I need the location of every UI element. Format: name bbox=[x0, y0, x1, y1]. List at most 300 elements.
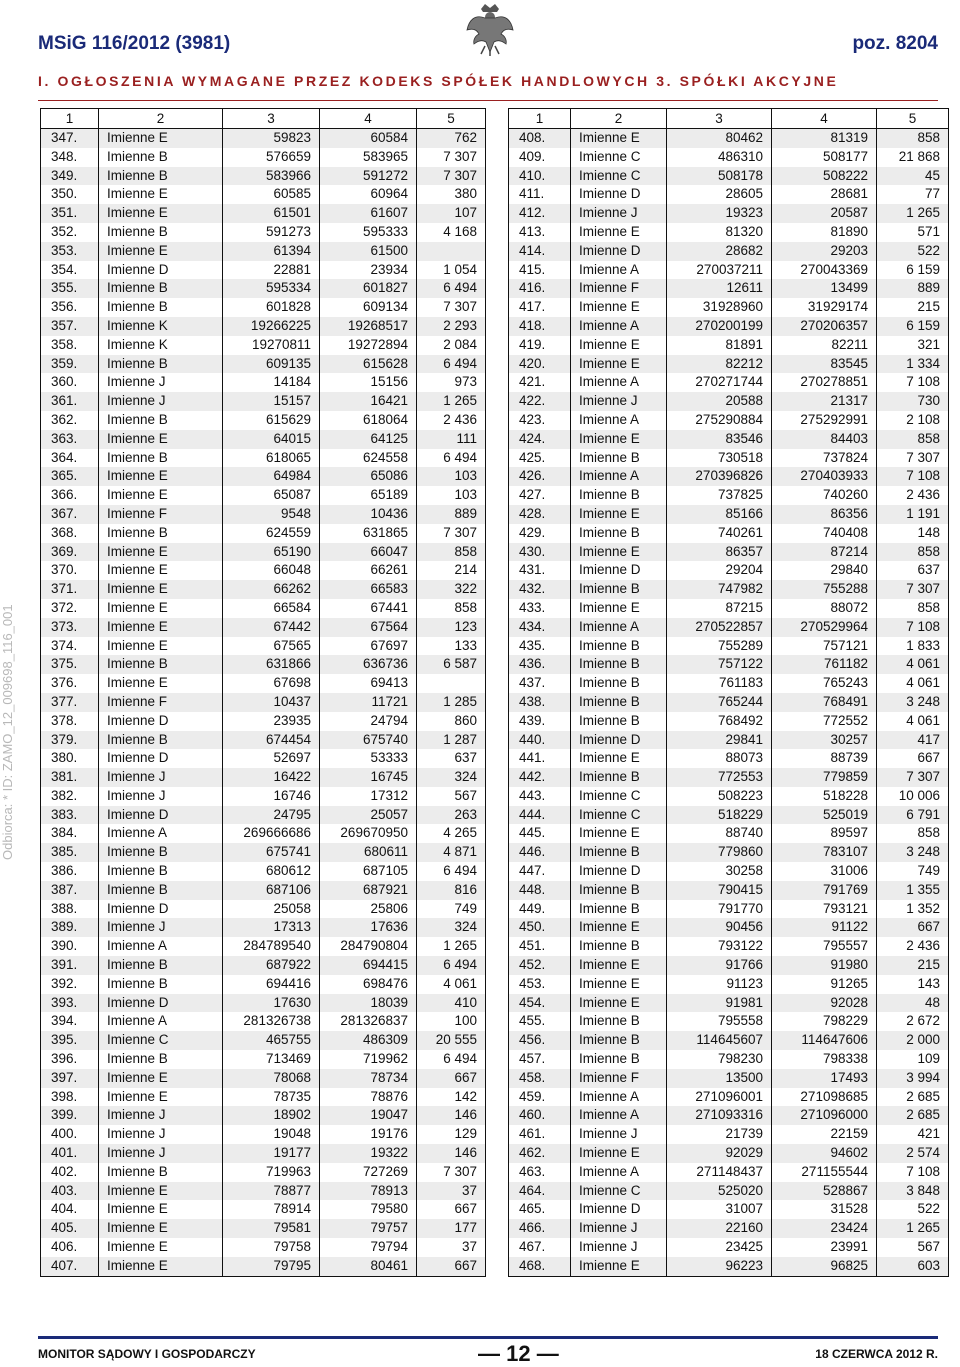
table-cell: Imienne E bbox=[571, 336, 667, 355]
table-cell: 374. bbox=[41, 637, 99, 656]
table-cell: 417 bbox=[877, 731, 949, 750]
table-cell: 7 108 bbox=[877, 618, 949, 637]
table-row bbox=[509, 580, 949, 599]
table-cell: 18902 bbox=[223, 1106, 320, 1125]
table-cell: 382. bbox=[41, 787, 99, 806]
table-cell: Imienne E bbox=[99, 637, 223, 656]
table-cell: 4 168 bbox=[417, 223, 486, 242]
table-cell: 400. bbox=[41, 1125, 99, 1144]
table-cell: 19047 bbox=[320, 1106, 417, 1125]
table-row bbox=[509, 242, 949, 261]
table-row bbox=[41, 1219, 486, 1238]
table-cell: 10437 bbox=[223, 693, 320, 712]
table-cell: 4 061 bbox=[417, 975, 486, 994]
table-row bbox=[509, 486, 949, 505]
table-cell: Imienne E bbox=[99, 1257, 223, 1276]
table-cell: 19266225 bbox=[223, 317, 320, 336]
table-cell: 687106 bbox=[223, 881, 320, 900]
table-cell: Imienne F bbox=[571, 1069, 667, 1088]
table-cell: 798230 bbox=[667, 1050, 772, 1069]
table-cell: 403. bbox=[41, 1182, 99, 1201]
table-cell: 768492 bbox=[667, 712, 772, 731]
table-cell: Imienne B bbox=[571, 712, 667, 731]
table-cell: Imienne E bbox=[99, 1219, 223, 1238]
table-cell: 360. bbox=[41, 373, 99, 392]
table-cell: 421 bbox=[877, 1125, 949, 1144]
table-cell: 270522857 bbox=[667, 618, 772, 637]
table-cell: Imienne B bbox=[99, 862, 223, 881]
table-cell: Imienne A bbox=[571, 411, 667, 430]
table-cell: 567 bbox=[417, 787, 486, 806]
table-cell: 384. bbox=[41, 824, 99, 843]
table-cell: 6 494 bbox=[417, 956, 486, 975]
table-cell: 858 bbox=[877, 824, 949, 843]
table-cell: 455. bbox=[509, 1012, 571, 1031]
table-cell: 21 868 bbox=[877, 148, 949, 167]
table-cell: 407. bbox=[41, 1257, 99, 1276]
table-cell: 413. bbox=[509, 223, 571, 242]
table-cell: 889 bbox=[417, 505, 486, 524]
table-cell: Imienne J bbox=[571, 204, 667, 223]
table-cell: 687105 bbox=[320, 862, 417, 881]
table-cell: Imienne K bbox=[99, 336, 223, 355]
table-cell: 486309 bbox=[320, 1031, 417, 1050]
table-cell: Imienne B bbox=[571, 580, 667, 599]
table-cell: 365. bbox=[41, 467, 99, 486]
table-cell: 694415 bbox=[320, 956, 417, 975]
table-cell: 66048 bbox=[223, 561, 320, 580]
column-header: 2 bbox=[99, 109, 223, 129]
table-cell: 367. bbox=[41, 505, 99, 524]
table-cell: 431. bbox=[509, 561, 571, 580]
table-cell: Imienne D bbox=[571, 1200, 667, 1219]
table-cell: Imienne B bbox=[571, 637, 667, 656]
table-cell: 747982 bbox=[667, 580, 772, 599]
table-cell: 798229 bbox=[772, 1012, 877, 1031]
table-cell: 609134 bbox=[320, 298, 417, 317]
table-cell: Imienne E bbox=[571, 223, 667, 242]
table-row bbox=[509, 937, 949, 956]
table-cell: 396. bbox=[41, 1050, 99, 1069]
table-cell: 757122 bbox=[667, 655, 772, 674]
table-cell: 375. bbox=[41, 655, 99, 674]
table-cell: 755289 bbox=[667, 637, 772, 656]
table-cell: 417. bbox=[509, 298, 571, 317]
table-row bbox=[41, 1182, 486, 1201]
table-cell: 385. bbox=[41, 843, 99, 862]
table-cell: 858 bbox=[877, 129, 949, 148]
table-cell: Imienne A bbox=[99, 824, 223, 843]
table-cell: 405. bbox=[41, 1219, 99, 1238]
table-row bbox=[41, 392, 486, 411]
table-cell: 21317 bbox=[772, 392, 877, 411]
table-cell: 398. bbox=[41, 1088, 99, 1107]
table-cell: 466. bbox=[509, 1219, 571, 1238]
table-cell: 1 265 bbox=[877, 204, 949, 223]
table-cell: 368. bbox=[41, 524, 99, 543]
table-cell: 60964 bbox=[320, 185, 417, 204]
table-header-row bbox=[509, 109, 949, 129]
table-cell: 508178 bbox=[667, 167, 772, 186]
table-row bbox=[509, 975, 949, 994]
table-row bbox=[41, 1125, 486, 1144]
table-cell: 2 685 bbox=[877, 1106, 949, 1125]
table-cell: 281326837 bbox=[320, 1012, 417, 1031]
table-row bbox=[509, 524, 949, 543]
table-cell: 29204 bbox=[667, 561, 772, 580]
table-cell: 271096000 bbox=[772, 1106, 877, 1125]
table-cell: 65189 bbox=[320, 486, 417, 505]
table-cell: Imienne B bbox=[99, 167, 223, 186]
recipient-id-watermark: Odbiorca: * ID: ZAMO_12_009698_116_001 bbox=[0, 604, 15, 860]
table-cell: 698476 bbox=[320, 975, 417, 994]
table-cell: 271155544 bbox=[772, 1163, 877, 1182]
table-cell: 23424 bbox=[772, 1219, 877, 1238]
table-cell bbox=[417, 242, 486, 261]
table-cell: 361. bbox=[41, 392, 99, 411]
table-cell: 432. bbox=[509, 580, 571, 599]
table-row bbox=[509, 223, 949, 242]
table-cell: 765243 bbox=[772, 674, 877, 693]
table-cell: 816 bbox=[417, 881, 486, 900]
table-cell: 1 191 bbox=[877, 505, 949, 524]
table-row bbox=[41, 937, 486, 956]
table-cell: Imienne J bbox=[571, 1238, 667, 1257]
table-cell: 458. bbox=[509, 1069, 571, 1088]
table-cell: Imienne E bbox=[571, 298, 667, 317]
table-cell: 91981 bbox=[667, 994, 772, 1013]
table-cell: 439. bbox=[509, 712, 571, 731]
table-cell: 694416 bbox=[223, 975, 320, 994]
table-cell: Imienne D bbox=[571, 561, 667, 580]
table-row bbox=[41, 1050, 486, 1069]
table-cell: 20587 bbox=[772, 204, 877, 223]
table-cell: 451. bbox=[509, 937, 571, 956]
table-cell: 61501 bbox=[223, 204, 320, 223]
table-cell: 69413 bbox=[320, 674, 417, 693]
table-cell: 270529964 bbox=[772, 618, 877, 637]
table-cell: 67442 bbox=[223, 618, 320, 637]
table-cell: 772552 bbox=[772, 712, 877, 731]
table-cell: 88072 bbox=[772, 599, 877, 618]
table-cell: 601828 bbox=[223, 298, 320, 317]
table-row bbox=[41, 900, 486, 919]
table-cell: 23991 bbox=[772, 1238, 877, 1257]
table-cell: 78913 bbox=[320, 1182, 417, 1201]
table-cell: 357. bbox=[41, 317, 99, 336]
table-cell: 2 293 bbox=[417, 317, 486, 336]
table-cell: Imienne E bbox=[99, 129, 223, 148]
table-cell: 275290884 bbox=[667, 411, 772, 430]
table-cell: Imienne B bbox=[99, 449, 223, 468]
table-row bbox=[41, 204, 486, 223]
table-cell: 17312 bbox=[320, 787, 417, 806]
table-cell: 2 685 bbox=[877, 1088, 949, 1107]
table-cell: 443. bbox=[509, 787, 571, 806]
table-cell: 448. bbox=[509, 881, 571, 900]
table-cell: 6 494 bbox=[417, 279, 486, 298]
table-cell: 3 994 bbox=[877, 1069, 949, 1088]
table-cell: Imienne A bbox=[571, 261, 667, 280]
table-cell: 270037211 bbox=[667, 261, 772, 280]
table-cell: Imienne E bbox=[571, 599, 667, 618]
table-row bbox=[509, 355, 949, 374]
table-row bbox=[41, 411, 486, 430]
table-cell: Imienne B bbox=[99, 655, 223, 674]
table-cell: Imienne B bbox=[571, 900, 667, 919]
table-cell: 30258 bbox=[667, 862, 772, 881]
table-cell: 7 307 bbox=[417, 1163, 486, 1182]
table-cell: 19048 bbox=[223, 1125, 320, 1144]
table-cell: 465755 bbox=[223, 1031, 320, 1050]
table-cell: 412. bbox=[509, 204, 571, 223]
table-cell: 7 307 bbox=[417, 148, 486, 167]
table-cell: 858 bbox=[877, 430, 949, 449]
table-row bbox=[41, 561, 486, 580]
table-row bbox=[509, 392, 949, 411]
table-row bbox=[41, 787, 486, 806]
table-cell: 591272 bbox=[320, 167, 417, 186]
table-cell: 410. bbox=[509, 167, 571, 186]
table-cell: 518229 bbox=[667, 806, 772, 825]
table-cell: 1 355 bbox=[877, 881, 949, 900]
table-cell: 24795 bbox=[223, 806, 320, 825]
table-cell: 435. bbox=[509, 637, 571, 656]
table-cell: 456. bbox=[509, 1031, 571, 1050]
table-cell: Imienne C bbox=[571, 167, 667, 186]
table-cell: 19323 bbox=[667, 204, 772, 223]
table-cell: 28682 bbox=[667, 242, 772, 261]
table-cell: 416. bbox=[509, 279, 571, 298]
table-cell: 380 bbox=[417, 185, 486, 204]
table-cell: 757121 bbox=[772, 637, 877, 656]
table-cell: 17636 bbox=[320, 918, 417, 937]
table-row bbox=[41, 1031, 486, 1050]
table-cell: 2 084 bbox=[417, 336, 486, 355]
table-cell: 674454 bbox=[223, 731, 320, 750]
table-row bbox=[41, 956, 486, 975]
table-cell: 1 054 bbox=[417, 261, 486, 280]
table-cell: 795557 bbox=[772, 937, 877, 956]
table-cell: 402. bbox=[41, 1163, 99, 1182]
table-cell: 61607 bbox=[320, 204, 417, 223]
table-cell: Imienne B bbox=[571, 1012, 667, 1031]
table-cell: 790415 bbox=[667, 881, 772, 900]
table-cell: 414. bbox=[509, 242, 571, 261]
table-cell: Imienne F bbox=[571, 279, 667, 298]
table-cell: 17313 bbox=[223, 918, 320, 937]
table-cell: 1 287 bbox=[417, 731, 486, 750]
table-cell: 270396826 bbox=[667, 467, 772, 486]
table-cell: 444. bbox=[509, 806, 571, 825]
table-cell: 583966 bbox=[223, 167, 320, 186]
table-cell: Imienne E bbox=[571, 975, 667, 994]
table-cell: 583965 bbox=[320, 148, 417, 167]
table-cell: 618064 bbox=[320, 411, 417, 430]
table-cell: 468. bbox=[509, 1257, 571, 1276]
table-row bbox=[41, 524, 486, 543]
table-cell: 324 bbox=[417, 918, 486, 937]
table-cell: Imienne B bbox=[99, 355, 223, 374]
table-cell: 7 307 bbox=[417, 524, 486, 543]
table-cell: Imienne D bbox=[571, 862, 667, 881]
table-cell: 92029 bbox=[667, 1144, 772, 1163]
table-cell: 77 bbox=[877, 185, 949, 204]
table-cell: 66583 bbox=[320, 580, 417, 599]
table-cell: 1 285 bbox=[417, 693, 486, 712]
table-cell: 381. bbox=[41, 768, 99, 787]
table-cell: Imienne E bbox=[99, 618, 223, 637]
table-row bbox=[41, 712, 486, 731]
section-title: I. OGŁOSZENIA WYMAGANE PRZEZ KODEKS SPÓŁEK HANDLOWYCH 3. SPÓŁKI AKCYJNE bbox=[38, 73, 938, 97]
table-cell: 359. bbox=[41, 355, 99, 374]
table-cell: 84403 bbox=[772, 430, 877, 449]
table-cell: 16422 bbox=[223, 768, 320, 787]
table-cell: 64984 bbox=[223, 467, 320, 486]
table-row bbox=[509, 1031, 949, 1050]
table-cell: Imienne E bbox=[99, 599, 223, 618]
table-cell: 388. bbox=[41, 900, 99, 919]
table-cell: 88739 bbox=[772, 749, 877, 768]
table-cell: Imienne D bbox=[571, 731, 667, 750]
table-cell: 6 159 bbox=[877, 317, 949, 336]
table-cell: Imienne E bbox=[571, 355, 667, 374]
table-cell: 395. bbox=[41, 1031, 99, 1050]
table-cell: 373. bbox=[41, 618, 99, 637]
table-row bbox=[41, 599, 486, 618]
table-cell: 389. bbox=[41, 918, 99, 937]
table-cell: Imienne E bbox=[99, 1182, 223, 1201]
table-row bbox=[41, 806, 486, 825]
table-cell: 6 494 bbox=[417, 449, 486, 468]
table-cell: 378. bbox=[41, 712, 99, 731]
table-row bbox=[41, 1012, 486, 1031]
table-cell: 727269 bbox=[320, 1163, 417, 1182]
table-cell: 631866 bbox=[223, 655, 320, 674]
table-row bbox=[509, 373, 949, 392]
table-cell: 25806 bbox=[320, 900, 417, 919]
table-row bbox=[41, 261, 486, 280]
table-cell: 7 307 bbox=[417, 298, 486, 317]
table-cell: 94602 bbox=[772, 1144, 877, 1163]
table-cell: 415. bbox=[509, 261, 571, 280]
table-cell: 591273 bbox=[223, 223, 320, 242]
table-cell: 65087 bbox=[223, 486, 320, 505]
table-row bbox=[41, 994, 486, 1013]
table-cell: 380. bbox=[41, 749, 99, 768]
table-cell: 347. bbox=[41, 129, 99, 148]
table-row bbox=[509, 843, 949, 862]
table-cell: 791770 bbox=[667, 900, 772, 919]
table-cell: Imienne B bbox=[99, 524, 223, 543]
table-cell: 4 061 bbox=[877, 674, 949, 693]
table-row bbox=[41, 148, 486, 167]
table-cell: 79758 bbox=[223, 1238, 320, 1257]
table-cell: Imienne E bbox=[99, 204, 223, 223]
table-cell: 37 bbox=[417, 1182, 486, 1201]
column-header: 4 bbox=[320, 109, 417, 129]
table-cell: Imienne F bbox=[99, 505, 223, 524]
table-row bbox=[509, 185, 949, 204]
table-cell: Imienne J bbox=[99, 373, 223, 392]
table-cell: 96825 bbox=[772, 1257, 877, 1276]
table-cell: 7 108 bbox=[877, 467, 949, 486]
table-cell: 20588 bbox=[667, 392, 772, 411]
table-cell: Imienne E bbox=[99, 1088, 223, 1107]
table-row bbox=[41, 843, 486, 862]
table-cell: 453. bbox=[509, 975, 571, 994]
position-number: poz. 8204 bbox=[852, 33, 938, 54]
table-cell: 409. bbox=[509, 148, 571, 167]
table-cell: Imienne B bbox=[571, 1050, 667, 1069]
table-row bbox=[41, 693, 486, 712]
table-cell: 449. bbox=[509, 900, 571, 919]
table-cell: Imienne B bbox=[99, 279, 223, 298]
table-cell: 60584 bbox=[320, 129, 417, 148]
table-cell: 31528 bbox=[772, 1200, 877, 1219]
table-cell: 2 000 bbox=[877, 1031, 949, 1050]
table-row bbox=[509, 1238, 949, 1257]
table-cell: 446. bbox=[509, 843, 571, 862]
table-row bbox=[41, 355, 486, 374]
table-cell: 370. bbox=[41, 561, 99, 580]
table-row bbox=[41, 317, 486, 336]
table-cell: 423. bbox=[509, 411, 571, 430]
table-row bbox=[41, 918, 486, 937]
table-row bbox=[41, 1200, 486, 1219]
table-cell: 609135 bbox=[223, 355, 320, 374]
table-cell: 387. bbox=[41, 881, 99, 900]
table-cell: 22160 bbox=[667, 1219, 772, 1238]
table-cell: 146 bbox=[417, 1144, 486, 1163]
table-cell: Imienne B bbox=[99, 975, 223, 994]
table-cell: 576659 bbox=[223, 148, 320, 167]
table-row bbox=[509, 148, 949, 167]
column-header: 5 bbox=[877, 109, 949, 129]
table-cell: 66047 bbox=[320, 543, 417, 562]
table-cell: 858 bbox=[417, 599, 486, 618]
table-cell: 324 bbox=[417, 768, 486, 787]
table-cell: 427. bbox=[509, 486, 571, 505]
table-cell: 528867 bbox=[772, 1182, 877, 1201]
table-cell: 404. bbox=[41, 1200, 99, 1219]
table-cell: Imienne D bbox=[571, 242, 667, 261]
table-cell: Imienne E bbox=[99, 580, 223, 599]
table-cell: 19270811 bbox=[223, 336, 320, 355]
table-cell: 80462 bbox=[667, 129, 772, 148]
table-cell: Imienne A bbox=[571, 618, 667, 637]
table-cell: Imienne C bbox=[571, 1182, 667, 1201]
table-cell: 1 265 bbox=[417, 392, 486, 411]
table-cell: 437. bbox=[509, 674, 571, 693]
table-cell: Imienne A bbox=[571, 1106, 667, 1125]
table-row bbox=[41, 242, 486, 261]
table-cell: 23425 bbox=[667, 1238, 772, 1257]
table-cell: 22159 bbox=[772, 1125, 877, 1144]
table-cell: 270278851 bbox=[772, 373, 877, 392]
table-cell: 2 436 bbox=[877, 937, 949, 956]
table-cell: 1 265 bbox=[417, 937, 486, 956]
table-cell: Imienne B bbox=[571, 693, 667, 712]
table-cell: Imienne D bbox=[99, 261, 223, 280]
table-cell: 65086 bbox=[320, 467, 417, 486]
table-cell: 793121 bbox=[772, 900, 877, 919]
table-cell: 269666686 bbox=[223, 824, 320, 843]
table-cell: 86357 bbox=[667, 543, 772, 562]
table-cell: 348. bbox=[41, 148, 99, 167]
table-cell: Imienne A bbox=[571, 467, 667, 486]
table-row bbox=[509, 411, 949, 430]
